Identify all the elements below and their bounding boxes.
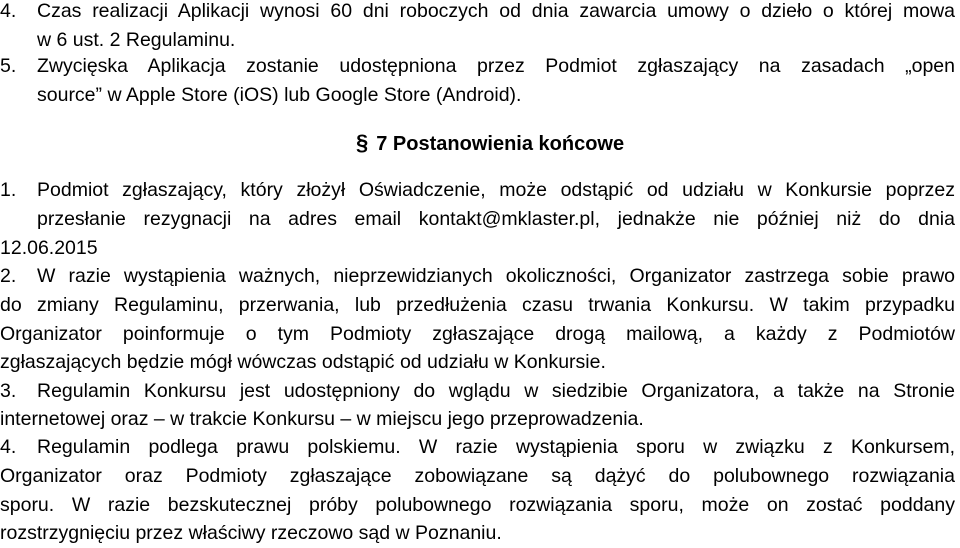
section-heading [356, 128, 624, 159]
list-item-number: 2. [0, 265, 17, 287]
list-item-line: przesłanie rezygnacji na adres email kontakt@mklaster.pl, jednakże nie później niż do dnia [37, 208, 955, 230]
list-item-number: 4. [0, 436, 17, 458]
list-item-line: W razie wystąpienia ważnych, nieprzewidzianych okoliczności, Organizator zastrzega sobie prawo [37, 265, 955, 287]
list-item-line: Zwycięska Aplikacja zostanie udostępniona przez Podmiot zgłaszający na zasadach „open [37, 55, 955, 77]
list-item-number: 1. [0, 179, 17, 201]
list-item-number: 4. [0, 0, 17, 22]
list-item-number: 5. [0, 55, 17, 77]
list-item-line: Czas realizacji Aplikacji wynosi 60 dni roboczych od dnia zawarcia umowy o dzieło o której mowa [37, 0, 955, 22]
list-item-line: source” w Apple Store (iOS) lub Google Store (Android). [37, 84, 522, 106]
list-item-line: zgłaszających będzie mógł wówczas odstąpić od udziału w Konkursie. [0, 351, 606, 373]
section-title: 7 Postanowienia końcowe [376, 133, 625, 155]
section-symbol: § [356, 130, 369, 155]
list-item-line: Organizator poinformuje o tym Podmioty zgłaszające drogą mailową, a każdy z Podmiotów [0, 323, 955, 345]
list-item-line: Regulamin podlega prawu polskiemu. W razie wystąpienia sporu w związku z Konkursem, [37, 436, 955, 458]
list-item-line: Regulamin Konkursu jest udostępniony do wglądu w siedzibie Organizatora, a także na Stronie [37, 380, 955, 402]
list-item-line: 12.06.2015 [0, 237, 98, 259]
list-item-line: Podmiot zgłaszający, który złożył Oświadczenie, może odstąpić od udziału w Konkursie poprzez [37, 179, 955, 201]
list-item-line: do zmiany Regulaminu, przerwania, lub przedłużenia czasu trwania Konkursu. W takim przypadku [0, 294, 955, 316]
list-item-line: internetowej oraz – w trakcie Konkursu – w miejscu jego przeprowadzenia. [0, 408, 644, 430]
list-item-line: w 6 ust. 2 Regulaminu. [37, 29, 236, 51]
list-item-line: sporu. W razie bezskutecznej próby polubownego rozwiązania sporu, może on zostać poddany [0, 494, 955, 516]
list-item-number: 3. [0, 380, 17, 402]
list-item-line: rozstrzygnięciu przez właściwy rzeczowo sąd w Poznaniu. [0, 522, 502, 544]
list-item-line: Organizator oraz Podmioty zgłaszające zobowiązane są dążyć do polubownego rozwiązania [0, 465, 955, 487]
